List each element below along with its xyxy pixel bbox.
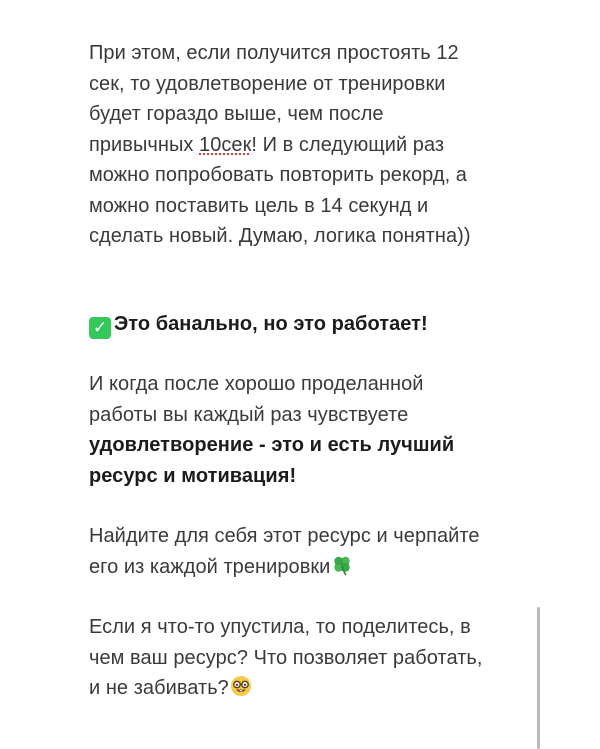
text-fragment: ! И в следующий раз: [251, 133, 445, 156]
vertical-scrollbar[interactable]: [537, 607, 540, 749]
four-leaf-clover-icon: [331, 554, 353, 576]
text-line: можно поставить цель в 14 секунд и: [89, 194, 429, 217]
text-line: При этом, если получится простоять 12: [89, 42, 459, 64]
heading-text: Это банально, но это работает!: [114, 312, 428, 335]
text-line: И когда после хорошо проделанной: [89, 373, 424, 395]
nerd-face-icon: [230, 675, 252, 697]
text-line: [89, 130, 529, 161]
text-line: [89, 552, 529, 583]
paragraph-question: [89, 612, 529, 704]
check-mark-icon: ✓: [89, 317, 111, 339]
text-line: чем ваш ресурс? Что позволяет работать,: [89, 646, 483, 669]
text-line: будет гораздо выше, чем после: [89, 103, 384, 125]
text-line: Найдите для себя этот ресурс и черпайте: [89, 525, 480, 547]
text-line: сек, то удовлетворение от тренировки: [89, 72, 446, 95]
note-body[interactable]: [89, 38, 529, 704]
text-line: работы вы каждый раз чувствуете: [89, 403, 409, 426]
text-fragment: его из каждой тренировки: [89, 555, 331, 578]
text-line: можно попробовать повторить рекорд, а: [89, 164, 467, 186]
text-line: сделать новый. Думаю, логика понятна)): [89, 225, 471, 247]
text-line: [89, 673, 529, 704]
bold-text-line: ресурс и мотивация!: [89, 464, 297, 487]
paragraph-record: [89, 38, 529, 252]
bold-text-line: удовлетворение - это и есть лучший: [89, 434, 455, 456]
paragraph-satisfaction: [89, 369, 529, 491]
text-fragment: привычных: [89, 133, 200, 156]
section-heading: [89, 309, 529, 340]
misspelled-word[interactable]: 10сек: [199, 133, 252, 156]
text-fragment: и не забивать?: [89, 677, 229, 699]
text-line: Если я что-то упустила, то поделитесь, в: [89, 616, 471, 638]
paragraph-resource: [89, 521, 529, 582]
